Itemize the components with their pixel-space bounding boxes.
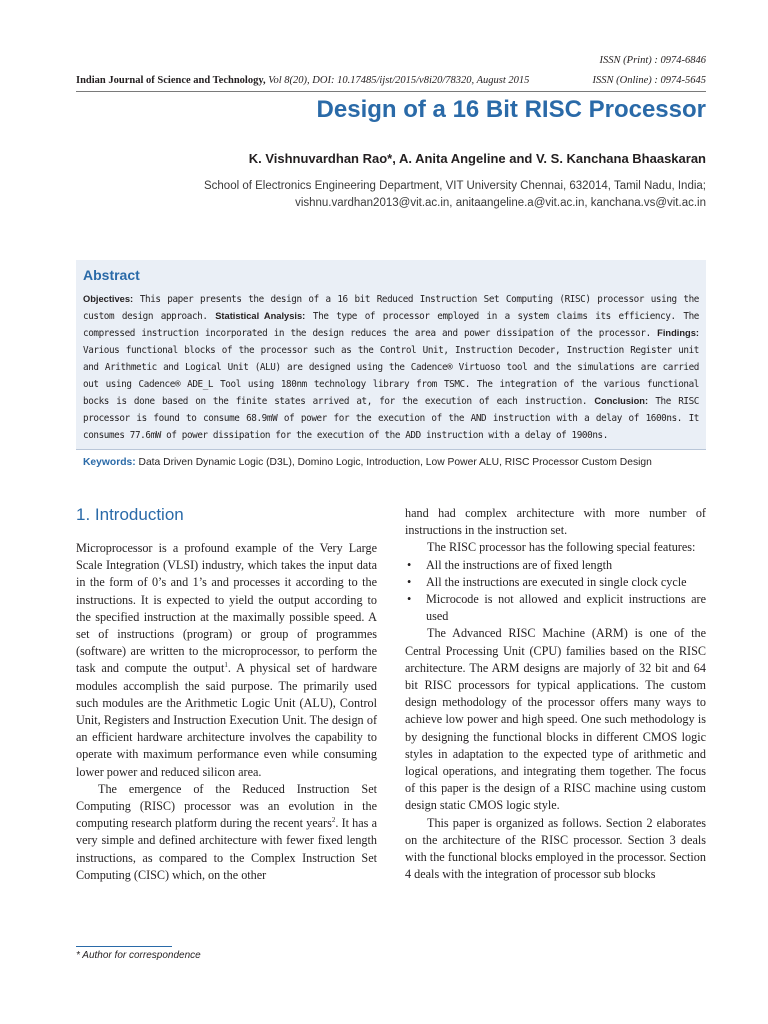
reference-1: 1 — [224, 661, 228, 670]
intro-p2-text-b: . It has a very simple and defined architecture with fewer fixed length instructions, as compared to the Complex Instruction Set Computing (CISC) which, on the other — [76, 816, 377, 882]
list-item-text: Microcode is not allowed and explicit instructions are used — [426, 592, 706, 624]
paper-title: Design of a 16 Bit RISC Processor — [316, 96, 706, 123]
journal-details: Vol 8(20), DOI: 10.17485/ijst/2015/v8i20/78320, August 2015 — [265, 75, 530, 86]
affiliation-block — [204, 178, 706, 212]
keywords-label: Keywords: — [83, 457, 136, 468]
footnote: * Author for correspondence — [76, 950, 201, 961]
section-heading-introduction: 1. Introduction — [76, 505, 184, 524]
conclusion-text: The RISC processor is found to consume 68.9mW of power for the execution of the AND instruction with a delay of 1600ns. It consumes 77.6mW of power dissipation for the execution of the ADD instruction with a delay of 1900ns. — [83, 396, 699, 441]
keywords-rule — [76, 449, 706, 450]
intro-paragraph-1 — [76, 540, 377, 781]
abstract-heading: Abstract — [83, 267, 140, 283]
intro-p2-text-a: The emergence of the Reduced Instruction Set Computing (RISC) processor was an evolution in the computing research platform during the recent years — [76, 781, 377, 831]
analysis-text: The type of processor employed in a system claims its efficiency. The compressed instruction incorporated in the design reduces the area and power dissipation of the processor. — [83, 311, 700, 339]
list-item — [405, 591, 706, 625]
left-column — [76, 540, 377, 884]
analysis-label: Statistical Analysis: — [215, 311, 306, 321]
intro-paragraph-2 — [76, 781, 377, 884]
findings-label: Findings: — [657, 328, 699, 338]
abstract-text — [83, 291, 699, 444]
header-rule — [76, 91, 706, 92]
right-column — [405, 505, 706, 883]
journal-name: Indian Journal of Science and Technology, — [76, 75, 266, 86]
list-item-text: All the instructions are executed in single clock cycle — [426, 574, 687, 589]
journal-citation — [76, 75, 529, 86]
right-paragraph-0: hand had complex architecture with more number of instructions in the instruction set. — [405, 506, 706, 538]
bullet-dot: • — [407, 592, 412, 607]
list-item — [405, 574, 706, 591]
right-paragraph-1: The RISC processor has the following special features: — [427, 540, 696, 555]
bullet-dot: • — [407, 557, 412, 572]
keywords — [83, 455, 699, 471]
issn-online: ISSN (Online) : 0974-5645 — [592, 75, 706, 86]
right-paragraph-3: This paper is organized as follows. Section 2 elaborates on the architecture of the RISC processor. Section 3 deals with the functional blocks employed in the processor. Section 4 deals with the integration of processor sub blocks — [405, 815, 706, 882]
conclusion-label: Conclusion: — [594, 396, 649, 406]
footnote-rule — [76, 946, 172, 947]
bullet-dot: • — [407, 574, 412, 589]
affiliation: School of Electronics Engineering Department, VIT University Chennai, 632014, Tamil Nadu, India; — [203, 180, 706, 192]
issn-print: ISSN (Print) : 0974-6846 — [599, 55, 706, 66]
list-item-text: All the instructions are of fixed length — [426, 557, 613, 572]
right-paragraph-2: The Advanced RISC Machine (ARM) is one of the Central Processing Unit (CPU) families based on the RISC architecture. The ARM designs are majorly of 32 bit and 64 bit RISC processors for typical applications. The custom design methodology of the processor offers many ways to achieve low power and high speed. One such methodology is by designing the functional blocks in different CMOS logic styles in adaptation to the expected type of arithmetic and logical operations, and integrating them together. The focus of this paper is the design of a RISC machine using custom design static CMOS logic style. — [405, 626, 706, 813]
intro-p1-text-a: Microprocessor is a profound example of the Very Large Scale Integration (VLSI) industry, which takes the input data in the form of 0’s and 1’s and processes it according to the instructions. It is expected to yield the output according to the specified instruction at the maximally possible speed. A set of instructions (program) or group of programmes (software) are written to the microprocessor, to perform the task and compute the output — [76, 541, 377, 676]
findings-text: Various functional blocks of the processor such as the Control Unit, Instruction Decoder, Instruction Register unit and Arithmetic and Logical Unit (ALU) are designed using the Cadence® Virtuoso tool and the simulations are carried out using Cadence® ADE_L Tool using 180nm technology library from TSMC. The integration of the various functional bocks is done based on the finite states arrived at, for the execution of each instruction. — [83, 345, 699, 407]
objectives-label: Objectives: — [83, 294, 134, 304]
feature-list — [405, 557, 706, 626]
reference-2: 2 — [331, 816, 336, 825]
list-item — [405, 557, 706, 574]
keywords-text: Data Driven Dynamic Logic (D3L), Domino Logic, Introduction, Low Power ALU, RISC Processor Custom Design — [135, 457, 652, 468]
intro-p1-text-b: . A physical set of hardware modules accomplish the said purpose. The primarily used such modules are the Arithmetic Logic Unit (ALU), Control Unit, Registers and Instruction Execution Unit. The design of an efficient hardware architecture involves the capability to operate with maximum performance even while consuming lower power and reduced silicon area. — [76, 661, 377, 779]
author-emails: vishnu.vardhan2013@vit.ac.in, anitaangeline.a@vit.ac.in, kanchana.vs@vit.ac.in — [295, 197, 706, 209]
paper-authors: K. Vishnuvardhan Rao*, A. Anita Angeline and V. S. Kanchana Bhaaskaran — [248, 151, 706, 166]
objectives-text: This paper presents the design of a 16 bit Reduced Instruction Set Computing (RISC) processor using the custom design approach. — [83, 294, 699, 322]
